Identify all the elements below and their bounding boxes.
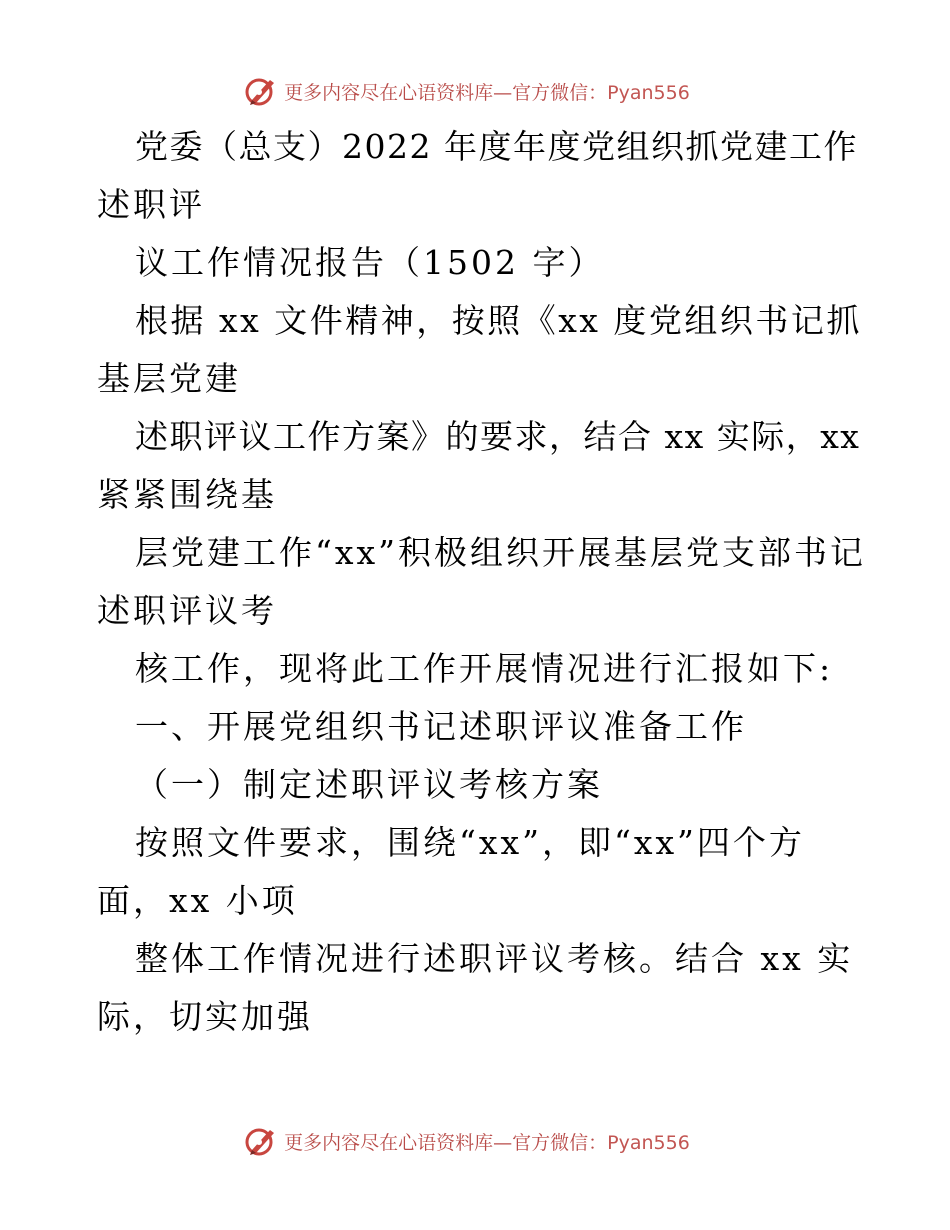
header-watermark xyxy=(0,71,950,111)
text-line: 议工作情况报告（1502 字） xyxy=(135,243,605,282)
watermark-group xyxy=(244,1124,690,1158)
text-line: 述职评 xyxy=(97,185,205,224)
text-line: 按照文件要求，围绕“xx”，即“xx”四个方 xyxy=(135,823,805,862)
text-line: 党委（总支）2022 年度年度党组织抓党建工作 xyxy=(135,127,858,166)
pen-logo-icon xyxy=(244,74,278,108)
text-line: 述职评议考 xyxy=(97,591,277,630)
pen-logo-icon xyxy=(244,1124,278,1158)
text-line: 面，xx 小项 xyxy=(97,881,298,920)
document-body xyxy=(97,118,867,1046)
text-line: 层党建工作“xx”积极组织开展基层党支部书记 xyxy=(135,533,866,572)
watermark-wechat-id: Pyan556 xyxy=(607,81,690,104)
watermark-label: 更多内容尽在心语资料库—官方微信： xyxy=(284,1131,608,1154)
text-line: 根据 xx 文件精神，按照《xx 度党组织书记抓 xyxy=(135,301,862,340)
text-line: 紧紧围绕基 xyxy=(97,475,277,514)
subsection-heading: （一）制定述职评议考核方案 xyxy=(135,765,603,804)
watermark-wechat-id: Pyan556 xyxy=(607,1131,690,1154)
text-line: 基层党建 xyxy=(97,359,241,398)
text-line: 际，切实加强 xyxy=(97,997,313,1036)
watermark-text xyxy=(284,78,690,105)
section-heading: 一、开展党组织书记述职评议准备工作 xyxy=(135,707,747,746)
text-line: 述职评议工作方案》的要求，结合 xx 实际，xx xyxy=(135,417,861,456)
watermark-group xyxy=(244,74,690,108)
text-line: 整体工作情况进行述职评议考核。结合 xx 实 xyxy=(135,939,854,978)
watermark-label: 更多内容尽在心语资料库—官方微信： xyxy=(284,81,608,104)
footer-watermark xyxy=(0,1121,950,1161)
watermark-text xyxy=(284,1128,690,1155)
text-line: 核工作，现将此工作开展情况进行汇报如下: xyxy=(135,649,834,688)
